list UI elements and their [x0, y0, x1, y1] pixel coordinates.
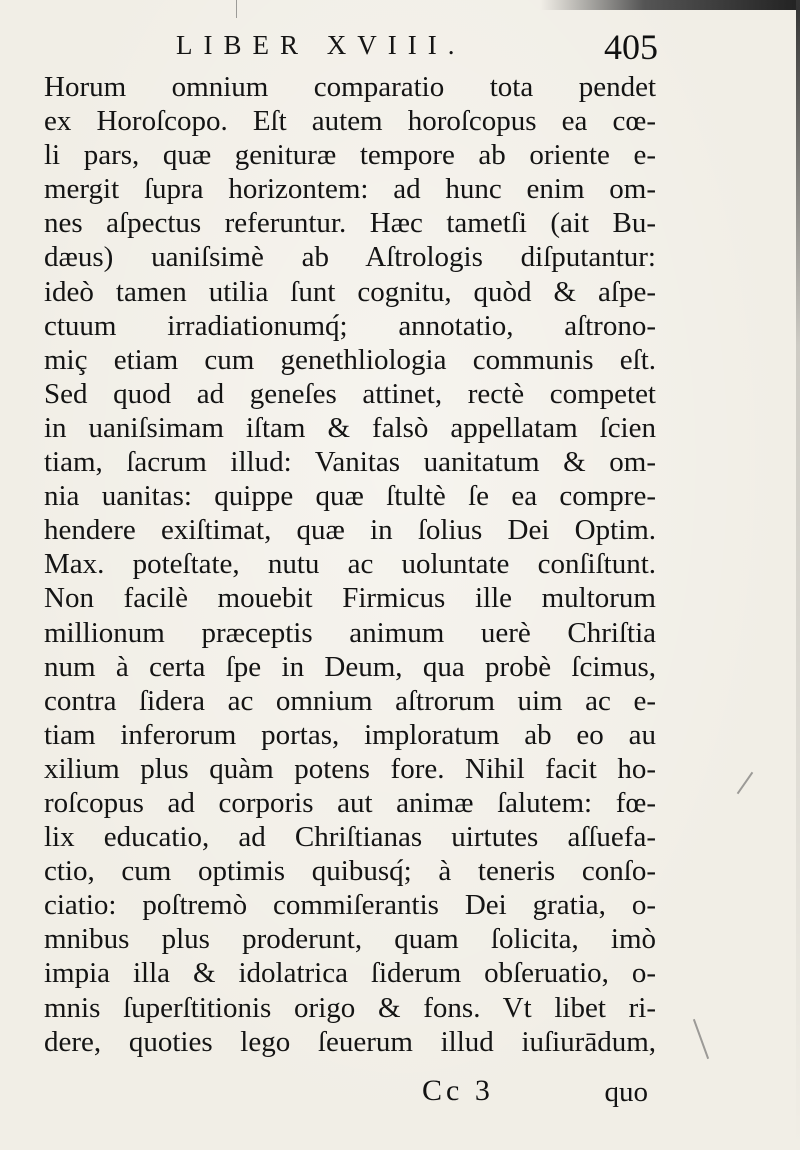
page-header	[170, 26, 670, 66]
text-line: tiam, ſacrum illud: Vanitas uanitatum & om-	[44, 446, 656, 479]
running-head: LIBER XVIII.	[176, 30, 466, 60]
text-line: Non facilè mouebit Firmicus ille multorum	[44, 582, 656, 615]
text-line: nia uanitas: quippe quæ ſtultè ſe ea compre-	[44, 480, 656, 513]
text-line: Sed quod ad geneſes attinet, rectè competet	[44, 377, 656, 410]
text-line: hendere exiſtimat, quæ in ſolius Dei Optim.	[44, 514, 656, 547]
page-footer	[410, 1070, 670, 1114]
text-line: li pars, quæ genituræ tempore ab oriente e-	[44, 139, 656, 172]
text-line: lix educatio, ad Chriſtianas uirtutes aſſuefa-	[44, 821, 656, 854]
text-line: millionum præceptis animum uerè Chriſtia	[44, 616, 656, 649]
text-line: in uaniſsimam iſtam & falsò appellatam ſcien	[44, 411, 656, 444]
text-line: contra ſidera ac omnium aſtrorum uim ac e-	[44, 684, 656, 717]
text-line: ex Horoſcopo. Eſt autem horoſcopus ea cœ-	[44, 105, 656, 138]
text-line: Max. poteſtate, nutu ac uoluntate conſiſtunt.	[44, 548, 656, 581]
text-line: num à certa ſpe in Deum, qua probè ſcimus,	[44, 650, 656, 683]
scan-edge-shadow	[796, 0, 800, 1150]
text-line: ctio, cum optimis quibusq́; à teneris conſo-	[44, 855, 656, 888]
catchword: quo	[604, 1076, 648, 1108]
text-line: xilium plus quàm potens fore. Nihil facit ho-	[44, 752, 656, 785]
margin-scratch	[737, 772, 754, 794]
margin-scratch	[236, 0, 237, 18]
text-line: ciatio: poſtremò commiſerantis Dei gratia, o-	[44, 889, 656, 922]
text-line: ideò tamen utilia ſunt cognitu, quòd & aſpe-	[44, 275, 656, 308]
text-line: ctuum irradiationumq́; annotatio, aſtrono-	[44, 309, 656, 342]
text-line: dere, quoties lego ſeuerum illud iuſiurādum,	[44, 1025, 656, 1058]
scan-shadow	[540, 0, 800, 10]
text-line: dæus) uaniſsimè ab Aſtrologis diſputantur:	[44, 241, 656, 274]
text-line: Horum omnium comparatio tota pendet	[44, 71, 656, 103]
margin-scratch	[693, 1019, 709, 1059]
text-line: mnis ſuperſtitionis origo & fons. Vt libet ri-	[44, 991, 656, 1024]
text-line: miç etiam cum genethliologia communis eſt.	[44, 343, 656, 376]
text-line: mergit ſupra horizontem: ad hunc enim om-	[44, 173, 656, 206]
main-text-block	[44, 70, 656, 1059]
page-number: 405	[604, 27, 658, 67]
text-line: mnibus plus proderunt, quam ſolicita, imò	[44, 923, 656, 956]
text-line: roſcopus ad corporis aut animæ ſalutem: fœ-	[44, 786, 656, 819]
text-line: nes aſpectus referuntur. Hæc tametſi (ait Bu-	[44, 207, 656, 240]
text-line: tiam inferorum portas, imploratum ab eo au	[44, 718, 656, 751]
signature-mark: Cc 3	[422, 1074, 494, 1107]
text-line: impia illa & idolatrica ſiderum obſeruatio, o-	[44, 957, 656, 990]
